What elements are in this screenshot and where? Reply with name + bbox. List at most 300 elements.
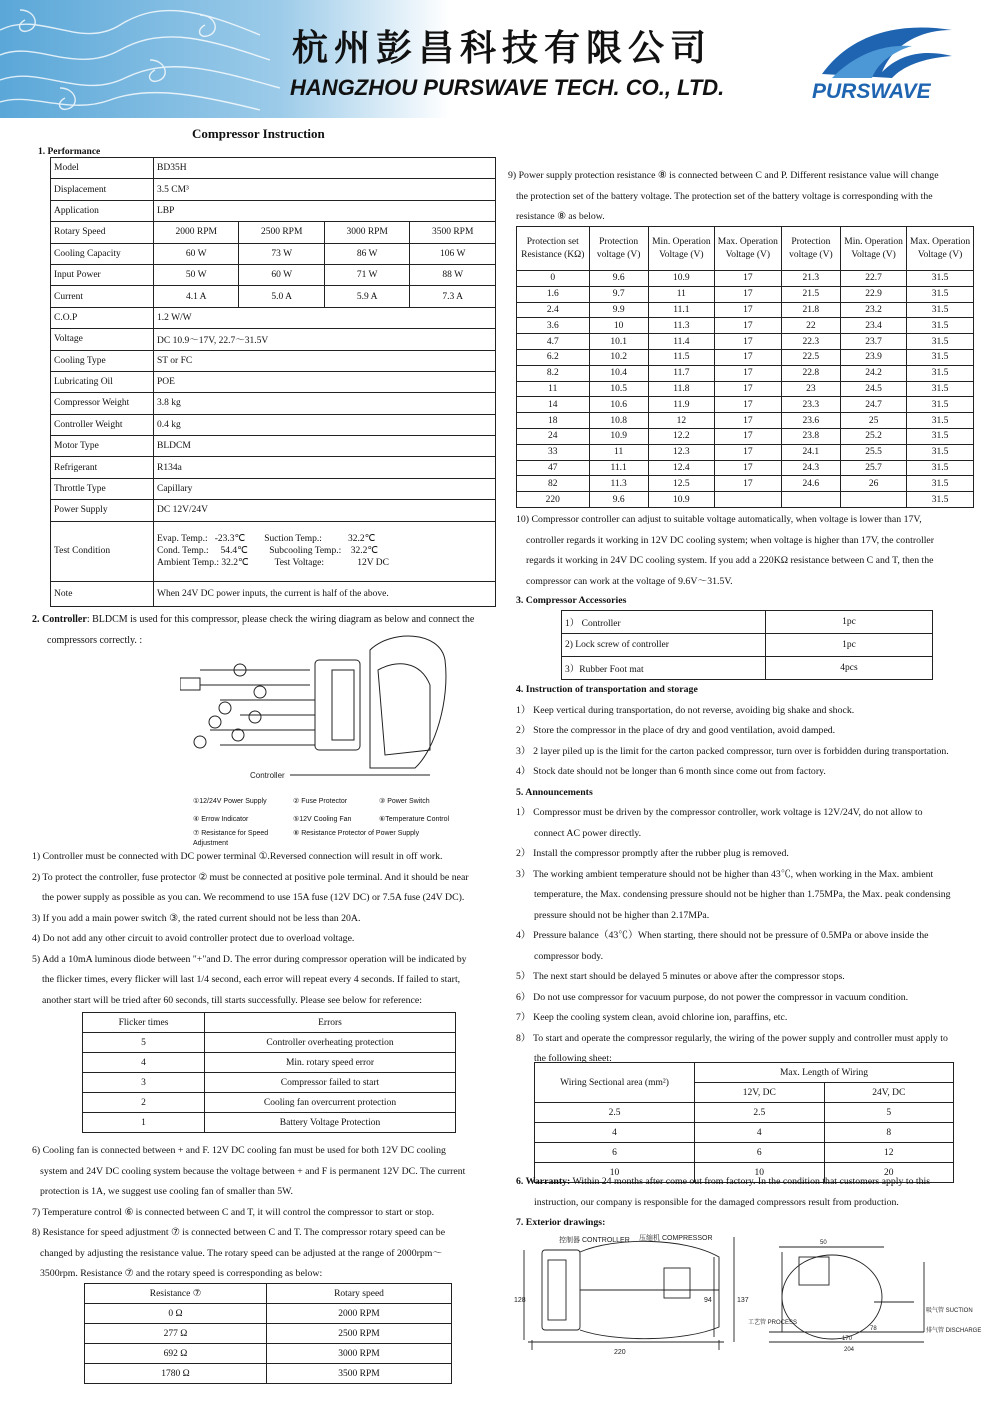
table-row bbox=[51, 371, 496, 392]
cell: 14 bbox=[517, 397, 590, 413]
column-header: Protection voltage (V) bbox=[589, 227, 648, 271]
cell: 5 bbox=[824, 1103, 954, 1123]
para-line: resistance ⑧ as below. bbox=[516, 211, 605, 222]
cell: 17 bbox=[714, 349, 781, 365]
para-line: compressor body. bbox=[534, 950, 604, 962]
test-line: Cond. Temp.: 54.4℃ Subcooling Temp.: 32.2℃ bbox=[157, 546, 379, 557]
transport-section bbox=[516, 680, 984, 1070]
para-line: 7） Keep the cooling system clean, avoid chlorine ion, paraffins, etc. bbox=[516, 1012, 788, 1023]
row-label: Input Power bbox=[51, 264, 154, 285]
note-line: 3) If you add a main power switch ③, the rated current should not be less than 20A. bbox=[32, 912, 361, 924]
warranty-line: 6. Warranty: Within 24 months after come out from factory. In the condition that customers apply to this bbox=[516, 1176, 931, 1187]
dim-94: 94 bbox=[704, 1297, 712, 1304]
table-row bbox=[51, 457, 496, 478]
table-row bbox=[517, 302, 974, 318]
cell: 11.1 bbox=[589, 460, 648, 476]
dim-128: 128 bbox=[514, 1297, 526, 1304]
row-value: DC 12V/24V bbox=[154, 500, 496, 521]
cell: 10.2 bbox=[589, 349, 648, 365]
cell: 22.9 bbox=[841, 286, 907, 302]
note-line: changed by adjusting the resistance value. The rotary speed can be adjusted at the range of 2000rpm～ bbox=[40, 1247, 443, 1259]
cell: 2.4 bbox=[517, 302, 590, 318]
cell: 2 bbox=[83, 1093, 205, 1113]
cell: 2500 RPM bbox=[267, 1324, 452, 1344]
cell: 22 bbox=[781, 318, 840, 334]
cell: Cooling fan overcurrent protection bbox=[205, 1093, 456, 1113]
cell: 25.2 bbox=[841, 428, 907, 444]
cell: 9.9 bbox=[589, 302, 648, 318]
table-row bbox=[517, 349, 974, 365]
cell: 10.5 bbox=[589, 381, 648, 397]
exterior-heading: 7. Exterior drawings: bbox=[516, 1217, 606, 1228]
cell: 23.2 bbox=[841, 302, 907, 318]
cell: 24.3 bbox=[781, 460, 840, 476]
cell: 11.7 bbox=[648, 365, 714, 381]
dim-220: 220 bbox=[614, 1349, 626, 1356]
column-header: 24V, DC bbox=[824, 1083, 954, 1103]
cell: 3000 RPM bbox=[267, 1344, 452, 1364]
row-value: BD35H bbox=[154, 158, 496, 179]
test-line: Ambient Temp.: 32.2℃ Test Voltage: 12V DC bbox=[157, 558, 389, 569]
cell: 11 bbox=[648, 286, 714, 302]
cell: 12.4 bbox=[648, 460, 714, 476]
note-line: system and 24V DC cooling system because the voltage between + and F is permanent 12V DC. The current bbox=[40, 1165, 466, 1177]
cell: 6 bbox=[535, 1143, 695, 1163]
speed-table bbox=[84, 1283, 452, 1384]
row-label: Model bbox=[51, 158, 154, 179]
row-label: Compressor Weight bbox=[51, 393, 154, 414]
cell: 47 bbox=[517, 460, 590, 476]
column-header: Min. Operation Voltage (V) bbox=[648, 227, 714, 271]
table-row bbox=[51, 264, 496, 285]
cell: 106 W bbox=[410, 243, 496, 264]
cell: 10.9 bbox=[589, 428, 648, 444]
cell: 22.8 bbox=[781, 365, 840, 381]
cell: 3500 RPM bbox=[410, 222, 496, 243]
cell: 11.3 bbox=[589, 476, 648, 492]
table-row bbox=[517, 476, 974, 492]
cell: 0 bbox=[517, 271, 590, 287]
paragraph-10 bbox=[516, 510, 980, 592]
cell: 17 bbox=[714, 334, 781, 350]
cell: 31.5 bbox=[907, 476, 974, 492]
column-header: Max. Operation Voltage (V) bbox=[907, 227, 974, 271]
cell: 71 W bbox=[324, 264, 409, 285]
wiring-diagram bbox=[180, 630, 460, 780]
row-value: ST or FC bbox=[154, 350, 496, 371]
notes-6-8 bbox=[32, 1141, 506, 1285]
cell: 33 bbox=[517, 444, 590, 460]
performance-heading: 1. Performance bbox=[38, 147, 101, 157]
cell: 24.7 bbox=[841, 397, 907, 413]
row-label: Voltage bbox=[51, 329, 154, 350]
page-header bbox=[0, 0, 1000, 118]
table-row bbox=[51, 521, 496, 581]
para-line: pressure should not be higher than 2.17MPa. bbox=[534, 909, 710, 921]
row-label: Refrigerant bbox=[51, 457, 154, 478]
cell: 23.9 bbox=[841, 349, 907, 365]
cell: 17 bbox=[714, 428, 781, 444]
table-row bbox=[51, 158, 496, 179]
column-header: Protection set Resistance (KΩ) bbox=[517, 227, 590, 271]
cell: 10 bbox=[535, 1163, 695, 1183]
row-label: Throttle Type bbox=[51, 478, 154, 499]
column-header: Max. Length of Wiring bbox=[695, 1063, 954, 1083]
column-header: Protection voltage (V) bbox=[781, 227, 840, 271]
protection-table bbox=[516, 226, 974, 508]
column-header: Min. Operation Voltage (V) bbox=[841, 227, 907, 271]
para-line: 1） Keep vertical during transportation, do not reverse, avoiding big shake and shock. bbox=[516, 704, 855, 716]
para-line: 6） Do not use compressor for vacuum purpose, do not power the compressor in vacuum condition. bbox=[516, 991, 909, 1003]
drawing-label-discharge: 排气管 DISCHARGE bbox=[926, 1328, 982, 1334]
table-row bbox=[517, 381, 974, 397]
table-row bbox=[517, 271, 974, 287]
para-line: the following sheet: bbox=[534, 1053, 612, 1064]
controller-intro-line2: compressors correctly. : bbox=[47, 635, 143, 646]
table-row bbox=[535, 1143, 954, 1163]
table-row bbox=[517, 444, 974, 460]
cell: 4.7 bbox=[517, 334, 590, 350]
cell: 692 Ω bbox=[85, 1344, 267, 1364]
cell: 23.3 bbox=[781, 397, 840, 413]
para-line: regards it working in 24V DC cooling system. If you add a 220KΩ resistance between C and T, then the bbox=[526, 555, 934, 566]
cell: 0 Ω bbox=[85, 1304, 267, 1324]
dim-137: 137 bbox=[737, 1297, 749, 1304]
row-label: Note bbox=[51, 581, 154, 606]
drawing-label-compressor: 压缩机 COMPRESSOR bbox=[639, 1235, 713, 1242]
cell: 31.5 bbox=[907, 302, 974, 318]
table-row bbox=[85, 1364, 452, 1384]
para-line: the protection set of the battery voltage. The protection set of the battery voltage is corresponding with the bbox=[516, 190, 933, 202]
table-row bbox=[51, 200, 496, 221]
cell: 31.5 bbox=[907, 444, 974, 460]
para-line: 1） Compressor must be driven by the compressor controller, work voltage is 12V/24V, do not allow to bbox=[516, 807, 923, 818]
cell: 10.8 bbox=[589, 413, 648, 429]
para-line: 5） The next start should be delayed 5 minutes or above after the compressor stops. bbox=[516, 971, 845, 982]
para-line: 3） 2 layer piled up is the limit for the carton packed compressor, turn over is forbidden during transportation. bbox=[516, 745, 949, 757]
cell: 4 bbox=[535, 1123, 695, 1143]
announcements-heading: 5. Announcements bbox=[516, 786, 593, 798]
cell: 5 bbox=[83, 1033, 205, 1053]
cell: 4 bbox=[695, 1123, 825, 1143]
cell: 1pc bbox=[766, 634, 933, 657]
cell: 23.8 bbox=[781, 428, 840, 444]
legend-item: ⑤12V Cooling Fan bbox=[293, 816, 352, 823]
para-line: compressor can work at the voltage of 9.6V～31.5V. bbox=[526, 575, 733, 587]
note-line: 4) Do not add any other circuit to avoid controller protect due to overload voltage. bbox=[32, 933, 355, 944]
cell: 24.5 bbox=[841, 381, 907, 397]
cell: 4 bbox=[83, 1053, 205, 1073]
drawing-label-controller: 控制器 CONTROLLER bbox=[559, 1237, 630, 1244]
column-header: Errors bbox=[205, 1013, 456, 1033]
cell: 24.6 bbox=[781, 476, 840, 492]
cell: 17 bbox=[714, 460, 781, 476]
table-row bbox=[83, 1053, 456, 1073]
legend-item: ⑥Temperature Control bbox=[379, 816, 450, 823]
table-row bbox=[517, 286, 974, 302]
row-label: Current bbox=[51, 286, 154, 307]
paragraph-9 bbox=[508, 166, 986, 228]
controller-label: Controller bbox=[250, 771, 285, 780]
row-value: DC 10.9～17V, 22.7～31.5V bbox=[154, 329, 496, 350]
row-label: Cooling Type bbox=[51, 350, 154, 371]
cell: 4pcs bbox=[766, 657, 933, 680]
legend-item: ③ Power Switch bbox=[379, 798, 430, 805]
row-value: 1.2 W/W bbox=[154, 307, 496, 328]
row-value: When 24V DC power inputs, the current is half of the above. bbox=[154, 581, 496, 606]
para-line: 4） Stock date should not be longer than 6 month since come out from factory. bbox=[516, 766, 826, 777]
cell: 3）Rubber Foot mat bbox=[562, 657, 766, 680]
cell: 17 bbox=[714, 476, 781, 492]
cell: 17 bbox=[714, 286, 781, 302]
cell: 220 bbox=[517, 492, 590, 508]
table-row bbox=[51, 307, 496, 328]
cell: 277 Ω bbox=[85, 1324, 267, 1344]
column-header: 12V, DC bbox=[695, 1083, 825, 1103]
table-row bbox=[83, 1073, 456, 1093]
table-header-row bbox=[517, 227, 974, 271]
table-row bbox=[562, 611, 933, 634]
cell: Battery Voltage Protection bbox=[205, 1113, 456, 1133]
table-row bbox=[83, 1093, 456, 1113]
para-line: connect AC power directly. bbox=[534, 827, 642, 839]
row-label: Test Condition bbox=[51, 521, 154, 581]
para-line: 2） Store the compressor in the place of dry and good ventilation, avoid damped. bbox=[516, 725, 836, 736]
cell: 17 bbox=[714, 381, 781, 397]
para-line: 9) Power supply protection resistance ⑧ is connected between C and P. Different resistance value will change bbox=[508, 170, 939, 181]
cell: 12.5 bbox=[648, 476, 714, 492]
cell: 10.9 bbox=[648, 492, 714, 508]
cell: 31.5 bbox=[907, 334, 974, 350]
controller-notes bbox=[32, 847, 506, 1011]
cell: 21.8 bbox=[781, 302, 840, 318]
cell: Compressor failed to start bbox=[205, 1073, 456, 1093]
table-row bbox=[51, 478, 496, 499]
logo-text: PURSWAVE bbox=[812, 80, 931, 103]
cell: 1pc bbox=[766, 611, 933, 634]
dim-204: 204 bbox=[844, 1347, 855, 1353]
table-row bbox=[517, 460, 974, 476]
cell: 31.5 bbox=[907, 413, 974, 429]
cell: 1.6 bbox=[517, 286, 590, 302]
cell: 86 W bbox=[324, 243, 409, 264]
cell: 24.1 bbox=[781, 444, 840, 460]
cell: 2) Lock screw of controller bbox=[562, 634, 766, 657]
cell: 9.7 bbox=[589, 286, 648, 302]
cell: 10.1 bbox=[589, 334, 648, 350]
cell: 24 bbox=[517, 428, 590, 444]
cell: 17 bbox=[714, 318, 781, 334]
table-row bbox=[535, 1123, 954, 1143]
cell: 23 bbox=[781, 381, 840, 397]
cell: 17 bbox=[714, 397, 781, 413]
cell: 31.5 bbox=[907, 397, 974, 413]
cell: 31.5 bbox=[907, 428, 974, 444]
transport-heading: 4. Instruction of transportation and storage bbox=[516, 684, 698, 695]
cell: 11 bbox=[517, 381, 590, 397]
row-value: POE bbox=[154, 371, 496, 392]
table-row bbox=[517, 413, 974, 429]
company-name-chinese: 杭州彭昌科技有限公司 bbox=[292, 27, 713, 69]
cell: 9.6 bbox=[589, 492, 648, 508]
cell: 8.2 bbox=[517, 365, 590, 381]
dim-170: 170 bbox=[842, 1336, 853, 1342]
cell: 10 bbox=[695, 1163, 825, 1183]
table-row bbox=[51, 329, 496, 350]
row-value: BLDCM bbox=[154, 436, 496, 457]
table-row bbox=[51, 243, 496, 264]
cell: 31.5 bbox=[907, 318, 974, 334]
table-row bbox=[85, 1324, 452, 1344]
wiring-table bbox=[534, 1062, 954, 1183]
cell: 2500 RPM bbox=[239, 222, 324, 243]
dim-50: 50 bbox=[820, 1240, 827, 1246]
cell: 23.7 bbox=[841, 334, 907, 350]
cell: 2.5 bbox=[695, 1103, 825, 1123]
column-header: Max. Operation Voltage (V) bbox=[714, 227, 781, 271]
cell: 11.3 bbox=[648, 318, 714, 334]
row-label: Cooling Capacity bbox=[51, 243, 154, 264]
legend-item: ② Fuse Protector bbox=[293, 798, 348, 805]
row-value: 3.5 CM³ bbox=[154, 179, 496, 200]
note-line: 5) Add a 10mA luminous diode between "+"and D. The error during compressor operation will be indicated by bbox=[32, 953, 467, 965]
cell: 4.1 A bbox=[154, 286, 239, 307]
para-line: 8） To start and operate the compressor regularly, the wiring of the power supply and controller must apply to bbox=[516, 1032, 948, 1044]
cell: 6 bbox=[695, 1143, 825, 1163]
row-label: Lubricating Oil bbox=[51, 371, 154, 392]
row-value: R134a bbox=[154, 457, 496, 478]
cell: 22.7 bbox=[841, 271, 907, 287]
legend-item: ⑦ Resistance for Speed Adjustment bbox=[193, 830, 269, 847]
flicker-table bbox=[82, 1012, 456, 1133]
cell: 82 bbox=[517, 476, 590, 492]
cell: 20 bbox=[824, 1163, 954, 1183]
row-label: Displacement bbox=[51, 179, 154, 200]
performance-table bbox=[50, 157, 496, 607]
table-row bbox=[83, 1033, 456, 1053]
column-header: Resistance ⑦ bbox=[85, 1284, 267, 1304]
cell: 12 bbox=[648, 413, 714, 429]
cell: 9.6 bbox=[589, 271, 648, 287]
cell bbox=[781, 492, 840, 508]
table-row bbox=[85, 1344, 452, 1364]
note-line: 6) Cooling fan is connected between + and F. 12V DC cooling fan must be used for both 12V DC cooling bbox=[32, 1145, 446, 1156]
test-line: Evap. Temp.: -23.3℃ Suction Temp.: 32.2℃ bbox=[157, 534, 376, 545]
legend-item: ④ Errow Indicator bbox=[193, 816, 249, 823]
table-row bbox=[85, 1304, 452, 1324]
cell: 11.5 bbox=[648, 349, 714, 365]
warranty-line: instruction, our company is responsible for the damaged compressors result from production. bbox=[534, 1196, 899, 1208]
cell: 21.3 bbox=[781, 271, 840, 287]
table-row bbox=[51, 350, 496, 371]
para-line: 10) Compressor controller can adjust to suitable voltage automatically, when voltage is lower than 17V, bbox=[516, 514, 922, 525]
note-line: 7) Temperature control ⑥ is connected between C and T, it will control the compressor to start or stop. bbox=[32, 1206, 435, 1218]
document-title: Compressor Instruction bbox=[192, 126, 325, 141]
note-line: the flicker times, every flicker will last 1/4 second, each error will repeat every 4 seconds. If failed to start, bbox=[42, 974, 461, 985]
table-row bbox=[51, 286, 496, 307]
table-row bbox=[51, 393, 496, 414]
cell: 23.6 bbox=[781, 413, 840, 429]
cell bbox=[714, 492, 781, 508]
cell: 31.5 bbox=[907, 492, 974, 508]
cell: 11.9 bbox=[648, 397, 714, 413]
cell: 8 bbox=[824, 1123, 954, 1143]
legend-item: ①12/24V Power Supply bbox=[193, 798, 267, 805]
cell: 1） Controller bbox=[562, 611, 766, 634]
cell: 22.5 bbox=[781, 349, 840, 365]
cell: 10 bbox=[589, 318, 648, 334]
cell: 18 bbox=[517, 413, 590, 429]
drawing-label-process: 工艺管 PROCESS bbox=[748, 1320, 798, 1326]
cell: 88 W bbox=[410, 264, 496, 285]
cell: 1780 Ω bbox=[85, 1364, 267, 1384]
table-row bbox=[51, 222, 496, 243]
cell: 11.4 bbox=[648, 334, 714, 350]
cell: 60 W bbox=[239, 264, 324, 285]
row-label: Controller Weight bbox=[51, 414, 154, 435]
row-label: Rotary Speed bbox=[51, 222, 154, 243]
cell: 3500 RPM bbox=[267, 1364, 452, 1384]
row-value: LBP bbox=[154, 200, 496, 221]
cell: 26 bbox=[841, 476, 907, 492]
cell: 17 bbox=[714, 444, 781, 460]
cell: 31.5 bbox=[907, 381, 974, 397]
test-condition-cell bbox=[154, 521, 496, 581]
note-line: the power supply as possible as you can. We recommend to use 15A fuse (12V DC) or 7.5A fuse (24V DC). bbox=[42, 892, 465, 903]
warranty-section bbox=[516, 1172, 982, 1234]
row-value: Capillary bbox=[154, 478, 496, 499]
cell: 2000 RPM bbox=[267, 1304, 452, 1324]
row-label: Application bbox=[51, 200, 154, 221]
column-header: Wiring Sectional area (mm²) bbox=[535, 1063, 695, 1103]
para-line: controller regards it working in 12V DC cooling system; when voltage is higher than 17V, the controller bbox=[526, 534, 935, 546]
row-label: C.O.P bbox=[51, 307, 154, 328]
note-line: 8) Resistance for speed adjustment ⑦ is connected between C and T. The compressor rotary speed can be bbox=[32, 1227, 446, 1238]
cell: 3000 RPM bbox=[324, 222, 409, 243]
table-row bbox=[517, 428, 974, 444]
cell: 7.3 A bbox=[410, 286, 496, 307]
table-header-row bbox=[83, 1013, 456, 1033]
protection-table-body bbox=[517, 271, 974, 508]
cell: 5.0 A bbox=[239, 286, 324, 307]
table-row bbox=[51, 581, 496, 606]
cell: 17 bbox=[714, 302, 781, 318]
para-line: temperature, the Max. condensing pressure should not be higher than 1.75MPa, the Max. peak condensing bbox=[534, 889, 951, 900]
note-line: protection is 1A, we suggest use cooling fan of smaller than 5W. bbox=[40, 1186, 293, 1197]
note-line: another start will be tried after 60 seconds, till starts successfully. Please see below for reference: bbox=[42, 994, 422, 1006]
accessories-heading: 3. Compressor Accessories bbox=[516, 595, 627, 606]
cell: Controller overheating protection bbox=[205, 1033, 456, 1053]
table-row bbox=[517, 397, 974, 413]
cell: 3.6 bbox=[517, 318, 590, 334]
cell: 12.3 bbox=[648, 444, 714, 460]
cell: 31.5 bbox=[907, 286, 974, 302]
cell: 2000 RPM bbox=[154, 222, 239, 243]
table-header-row bbox=[535, 1063, 954, 1083]
table-row bbox=[517, 365, 974, 381]
cell: 10.9 bbox=[648, 271, 714, 287]
controller-intro: 2. Controller: BLDCM is used for this compressor, please check the wiring diagram as below and connect the bbox=[32, 614, 475, 625]
cell: 50 W bbox=[154, 264, 239, 285]
cell: 31.5 bbox=[907, 460, 974, 476]
note-line: 2) To protect the controller, fuse protector ② must be connected at positive pole terminal. And it should be near bbox=[32, 871, 469, 883]
table-header-row bbox=[85, 1284, 452, 1304]
row-label: Power Supply bbox=[51, 500, 154, 521]
accessories-table bbox=[561, 610, 933, 680]
dim-78: 78 bbox=[870, 1326, 877, 1332]
table-row bbox=[562, 634, 933, 657]
cell: 22.3 bbox=[781, 334, 840, 350]
